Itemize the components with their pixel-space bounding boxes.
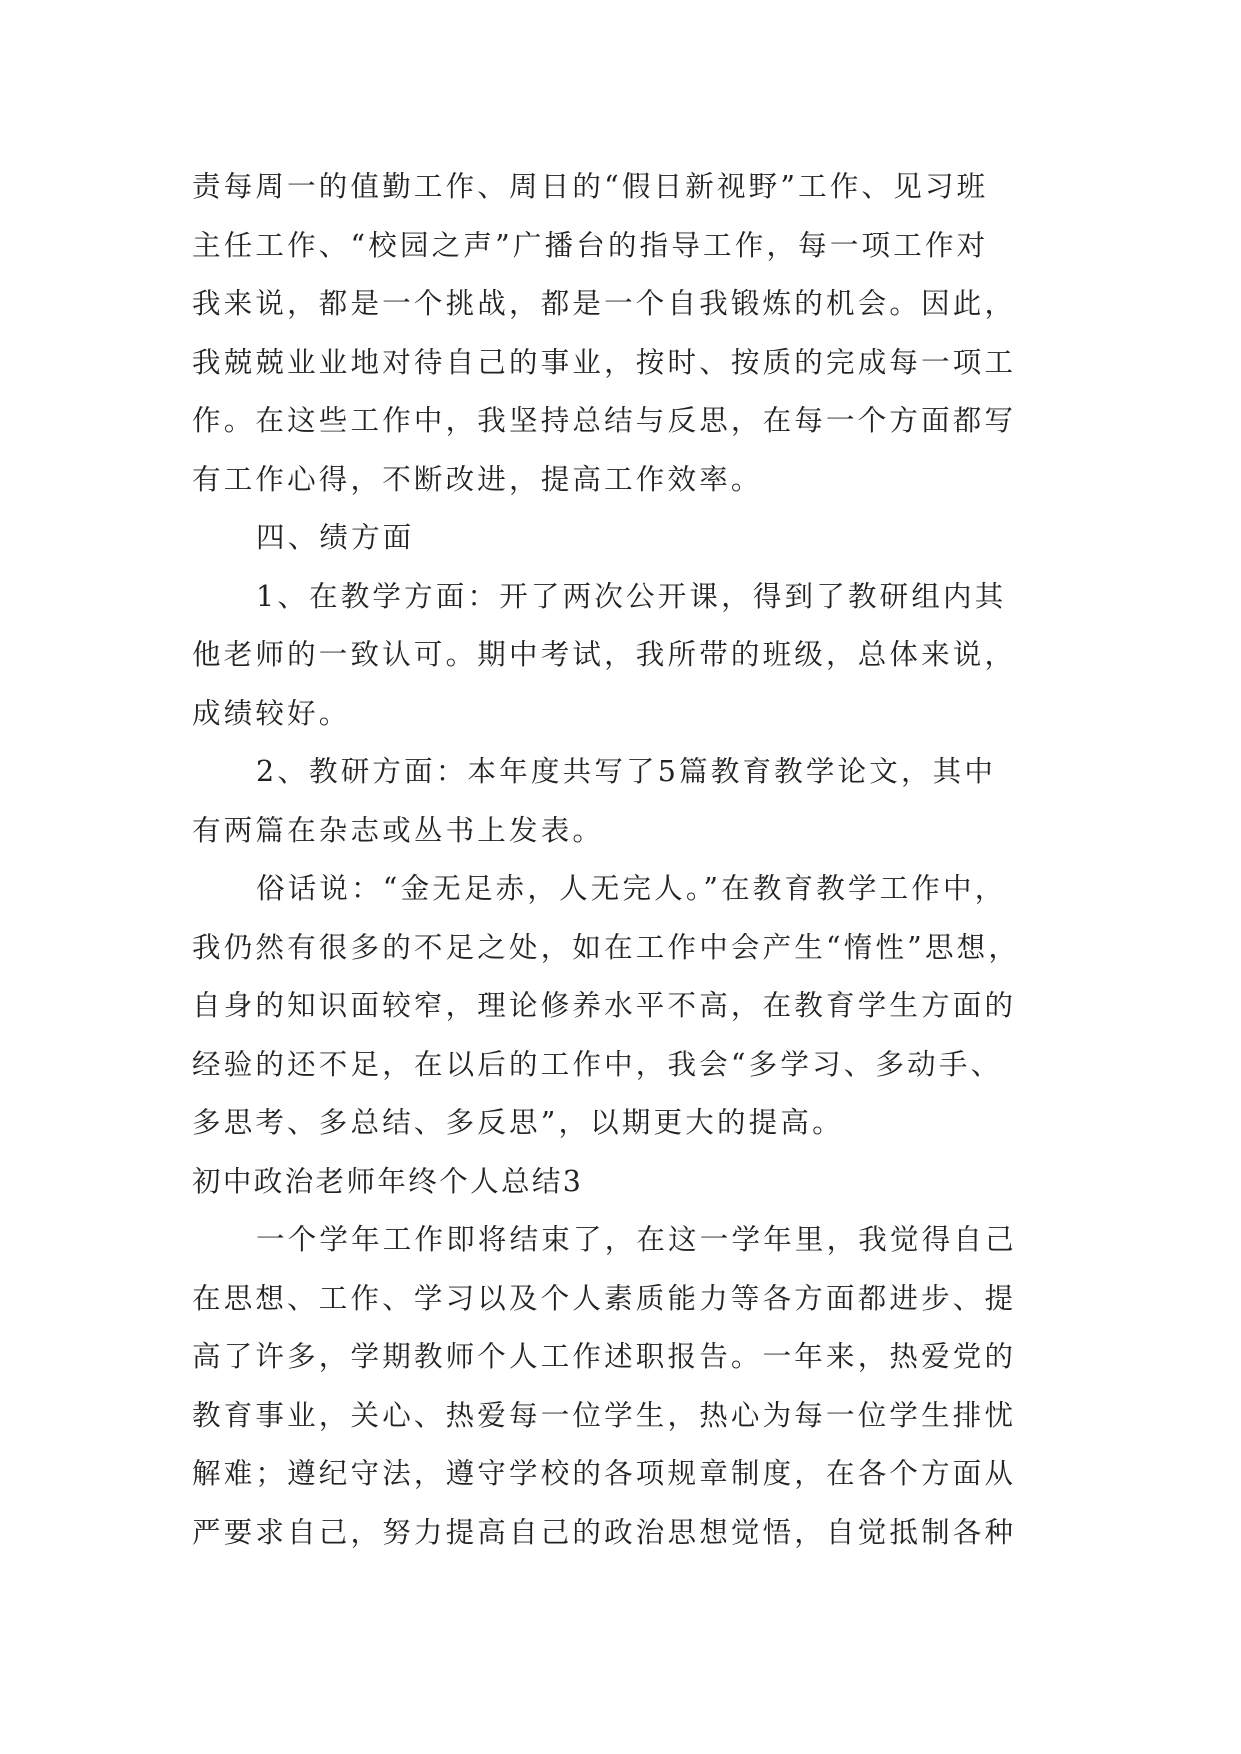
text-line: 1、在教学方面：开了两次公开课，得到了教研组内其 (256, 579, 1007, 613)
text-line: 解难；遵纪守法，遵守学校的各项规章制度，在各个方面从 (192, 1457, 1017, 1490)
text-line: 严要求自己，努力提高自己的政治思想觉悟，自觉抵制各种 (192, 1515, 1017, 1549)
text-line: 我来说，都是一个挑战，都是一个自我锻炼的机会。因此， (192, 287, 1017, 320)
text-line: 成绩较好。 (192, 696, 351, 730)
text-line: 高了许多，学期教师个人工作述职报告。一年来，热爱党的 (192, 1340, 1017, 1373)
section-heading: 四、绩方面 (256, 521, 415, 554)
text-line: 有工作心得，不断改进，提高工作效率。 (192, 462, 763, 496)
text-line: 责每周一的值勤工作、周日的“假日新视野”工作、见习班 (192, 170, 989, 203)
text-line: 主任工作、“校园之声”广播台的指导工作，每一项工作对 (192, 228, 989, 262)
text-line: 作。在这些工作中，我坚持总结与反思，在每一个方面都写 (192, 404, 1017, 437)
article-title: 初中政治老师年终个人总结3 (192, 1164, 584, 1198)
text-line: 自身的知识面较窄，理论修养水平不高，在教育学生方面的 (192, 989, 1017, 1022)
text-line: 在思想、工作、学习以及个人素质能力等各方面都进步、提 (192, 1281, 1017, 1315)
text-line: 我兢兢业业地对待自己的事业，按时、按质的完成每一项工 (192, 345, 1017, 379)
text-line: 一个学年工作即将结束了，在这一学年里，我觉得自己 (256, 1223, 1017, 1256)
text-line: 有两篇在杂志或丛书上发表。 (192, 813, 605, 847)
text-line: 经验的还不足，在以后的工作中，我会“多学习、多动手、 (192, 1047, 1003, 1081)
text-line: 教育事业，关心、热爱每一位学生，热心为每一位学生排忧 (192, 1398, 1017, 1432)
text-line: 他老师的一致认可。期中考试，我所带的班级，总体来说， (192, 638, 1017, 671)
text-line: 我仍然有很多的不足之处，如在工作中会产生“惰性”思想， (192, 930, 1021, 964)
text-line: 俗话说：“金无足赤，人无完人。”在教育教学工作中， (256, 872, 1007, 905)
document-body (192, 158, 1072, 1562)
text-line: 多思考、多总结、多反思”，以期更大的提高。 (192, 1106, 844, 1139)
text-line: 2、教研方面：本年度共写了5篇教育教学论文，其中 (256, 755, 997, 788)
